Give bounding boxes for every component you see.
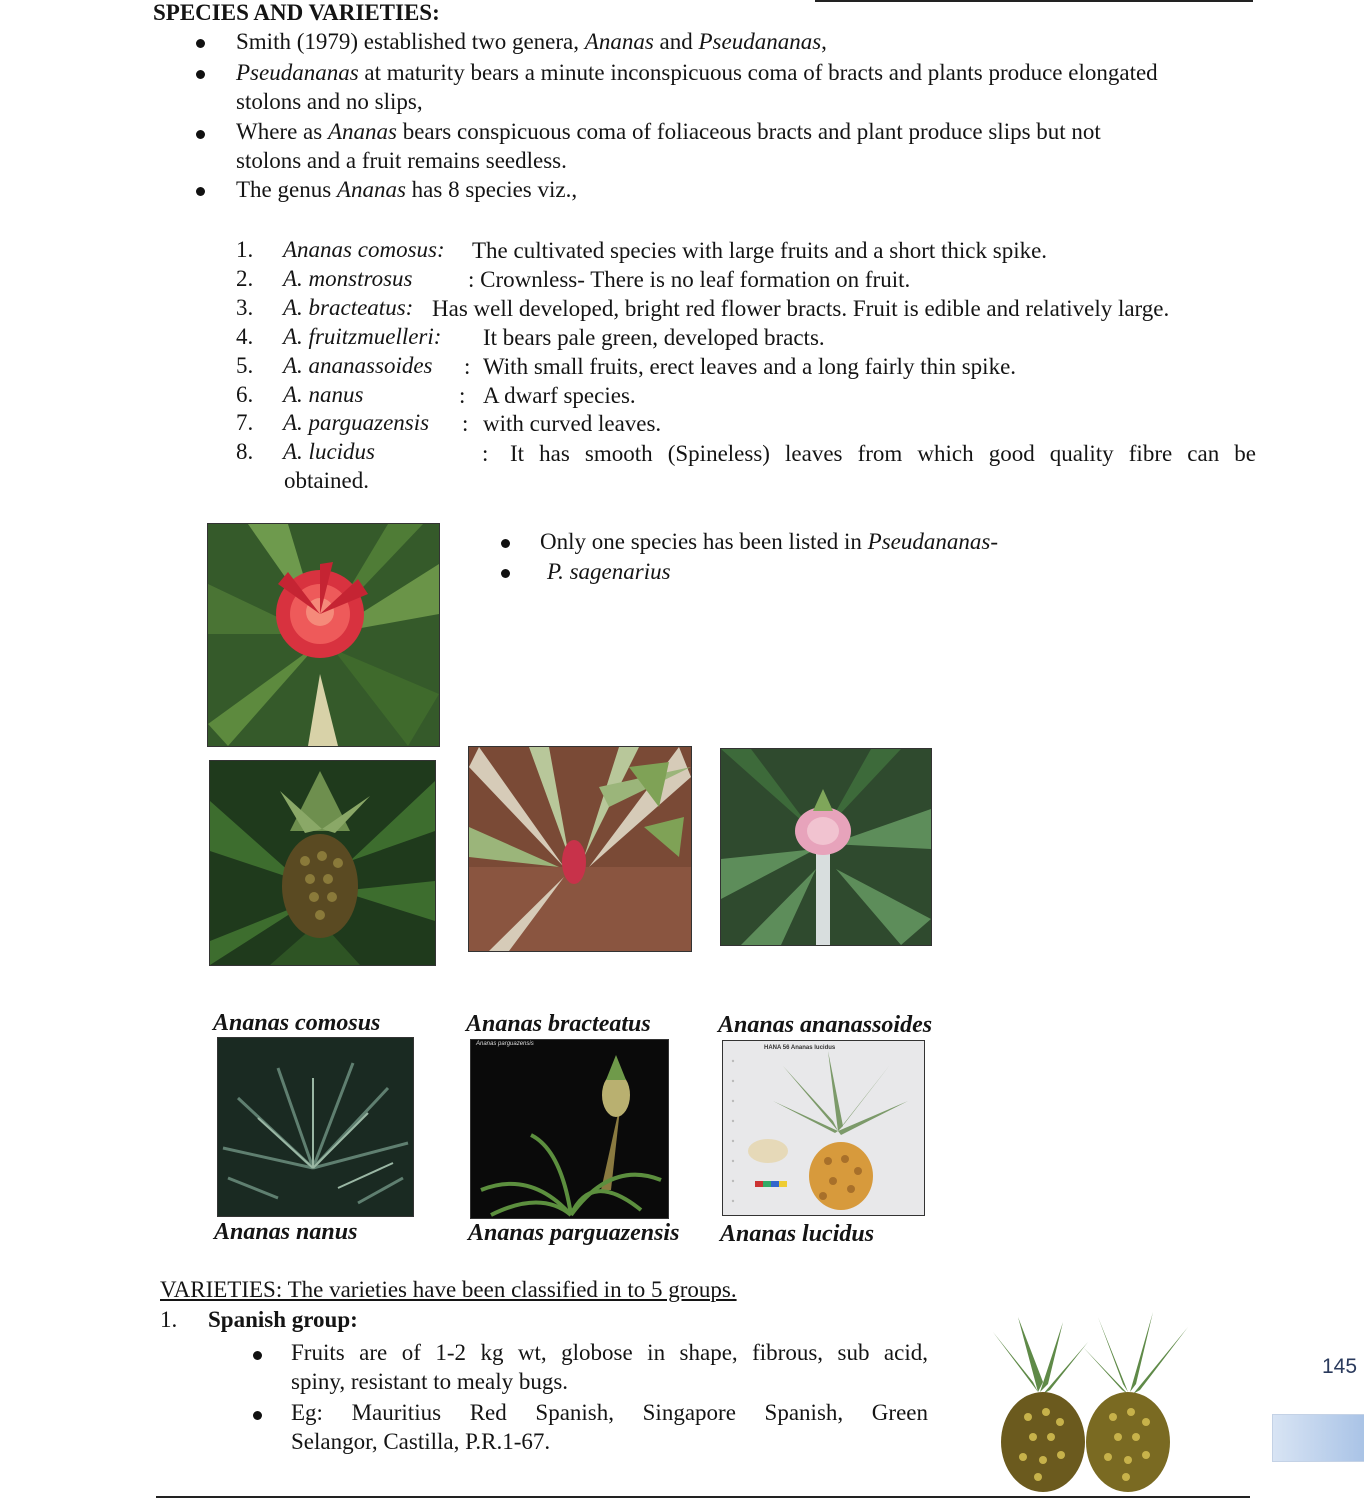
species-name: A. bracteatus:	[283, 295, 414, 320]
caption-ananas-parguazensis: Ananas parguazensis	[468, 1220, 680, 1246]
species-name: Ananas comosus:	[283, 237, 445, 262]
species-name: A. ananassoides	[283, 353, 433, 378]
photo-ananas-comosus	[209, 760, 436, 966]
species-desc: With small fruits, erect leaves and a long fairly thin spike.	[483, 354, 1017, 379]
species-num: 3.	[236, 295, 254, 320]
bullet-dot	[501, 539, 510, 548]
bullet-dot	[253, 1351, 262, 1360]
species-num: 1.	[236, 237, 254, 262]
photo-ananas-parguazensis	[470, 1039, 669, 1219]
photo-label-parguazensis: Ananas parguazensis	[476, 1041, 534, 1047]
page-heading: SPECIES AND VARIETIES:	[153, 0, 440, 25]
pseudananas-note: Only one species has been listed in Pseudananas-	[540, 529, 999, 554]
caption-ananas-lucidus: Ananas lucidus	[720, 1221, 875, 1247]
species-desc: Has well developed, bright red flower bracts. Fruit is edible and relatively large.	[432, 296, 1170, 321]
species-desc: It has smooth (Spineless) leaves from which good quality fibre can be	[510, 441, 1256, 466]
group-title: Spanish group:	[208, 1307, 358, 1332]
footer-rule	[156, 1496, 1250, 1498]
species-num: 6.	[236, 382, 254, 407]
species-num: 4.	[236, 324, 254, 349]
caption-ananas-comosus: Ananas comosus	[213, 1010, 381, 1036]
bullet-ananas-line1: Where as Ananas bears conspicuous coma of foliaceous bracts and plant produce slips but not	[236, 119, 1101, 144]
photo-label-lucidus: HANA 56 Ananas lucidus	[764, 1045, 836, 1051]
photo-ananas-ananassoides	[720, 748, 932, 946]
species-num: 7.	[236, 410, 254, 435]
page-tab	[1272, 1414, 1364, 1462]
species-desc: with curved leaves.	[483, 411, 662, 436]
group-number: 1.	[160, 1307, 178, 1332]
species-name: A. monstrosus	[283, 266, 413, 291]
species-name: A. parguazensis	[283, 410, 430, 435]
pseudananas-species: P. sagenarius	[547, 559, 671, 584]
species-sep: :	[459, 383, 466, 408]
bullet-ananas-line2: stolons and a fruit remains seedless.	[236, 148, 567, 173]
species-num: 5.	[236, 353, 254, 378]
bullet-dot	[501, 569, 510, 578]
top-rule	[815, 0, 1253, 2]
species-sep: :	[464, 354, 471, 379]
bullet-genera: Smith (1979) established two genera, Ananas and Pseudananas,	[236, 29, 827, 54]
bullet-pseudananas-line2: stolons and no slips,	[236, 89, 423, 114]
spanish-examples-cont: Selangor, Castilla, P.R.1-67.	[291, 1429, 551, 1454]
photo-ananas-nanus	[217, 1037, 414, 1217]
bullet-dot	[196, 39, 205, 48]
caption-ananas-nanus: Ananas nanus	[214, 1219, 358, 1245]
species-desc: The cultivated species with large fruits and a short thick spike.	[472, 238, 1048, 263]
spanish-examples: Eg: Mauritius Red Spanish, Singapore Spanish, Green	[291, 1400, 928, 1425]
spanish-fruit-desc: Fruits are of 1-2 kg wt, globose in shape, fibrous, sub acid,	[291, 1340, 928, 1365]
species-sep: :	[482, 441, 489, 466]
caption-ananas-ananassoides: Ananas ananassoides	[718, 1012, 933, 1038]
species-desc-cont: obtained.	[284, 468, 369, 493]
bullet-dot	[196, 130, 205, 139]
bullet-genus-count: The genus Ananas has 8 species viz.,	[236, 177, 578, 202]
pineapple-illustration	[988, 1312, 1193, 1494]
photo-red-flower	[207, 523, 440, 747]
species-num: 2.	[236, 266, 254, 291]
photo-ananas-lucidus	[722, 1040, 925, 1216]
species-sep: :	[462, 411, 469, 436]
species-name: A. lucidus	[283, 439, 375, 464]
species-desc: A dwarf species.	[483, 383, 636, 408]
bullet-dot	[253, 1411, 262, 1420]
bullet-pseudananas-line1: Pseudananas at maturity bears a minute inconspicuous coma of bracts and plants produce elongated	[236, 60, 1158, 85]
spanish-fruit-desc-cont: spiny, resistant to mealy bugs.	[291, 1369, 569, 1394]
varieties-heading: VARIETIES: The varieties have been classified in to 5 groups.	[160, 1277, 737, 1302]
page-number: 145	[1322, 1355, 1358, 1378]
bullet-dot	[196, 70, 205, 79]
bullet-dot	[196, 187, 205, 196]
species-desc: It bears pale green, developed bracts.	[483, 325, 825, 350]
caption-ananas-bracteatus: Ananas bracteatus	[466, 1011, 651, 1037]
species-desc: : Crownless- There is no leaf formation on fruit.	[468, 267, 911, 292]
species-name: A. nanus	[283, 382, 364, 407]
species-num: 8.	[236, 439, 254, 464]
photo-ananas-bracteatus	[468, 746, 692, 952]
species-name: A. fruitzmuelleri:	[283, 324, 442, 349]
